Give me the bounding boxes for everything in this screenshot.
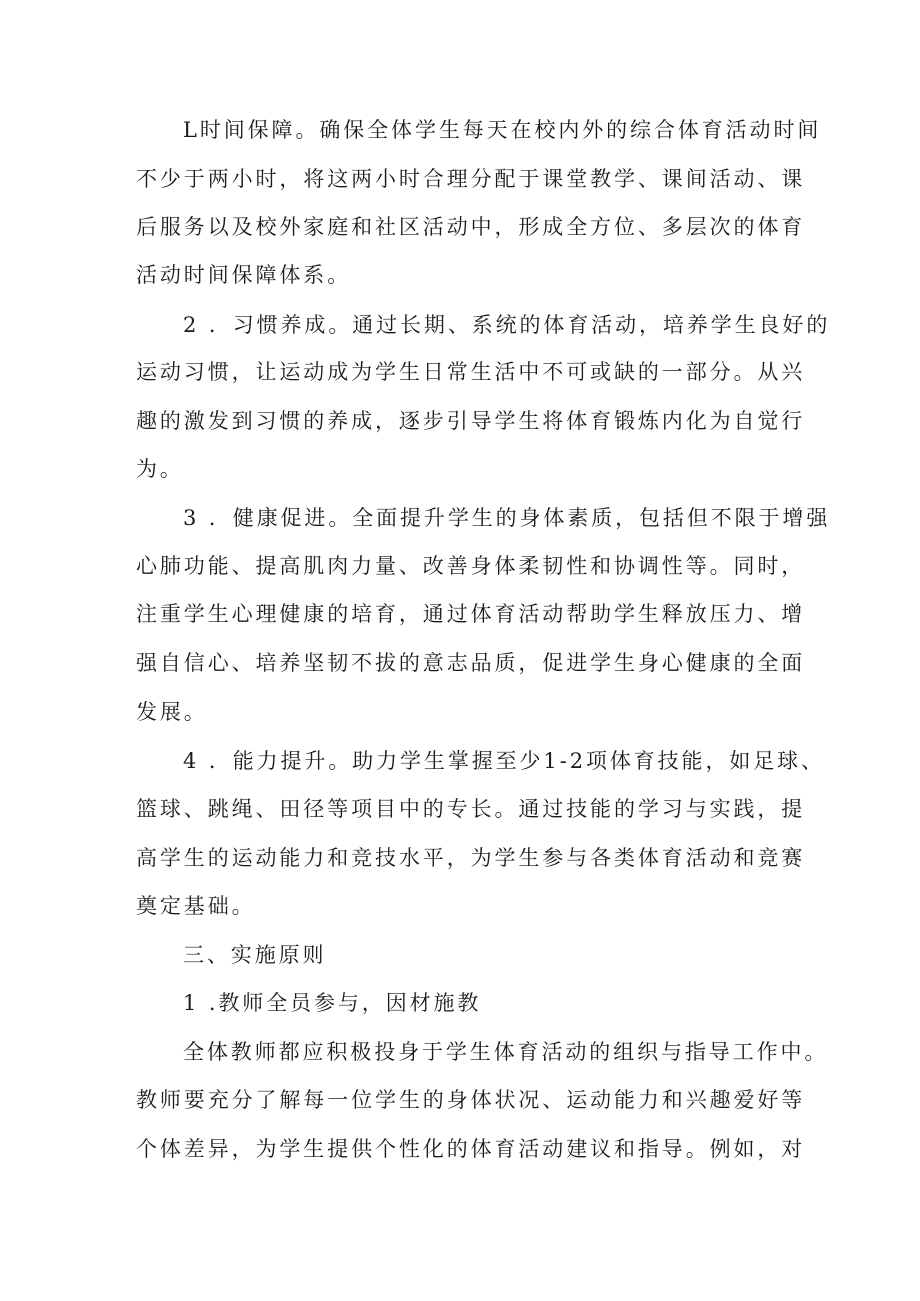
text-line: 篮球、跳绳、田径等项目中的专长。通过技能的学习与实践，提 <box>136 797 806 821</box>
text-line: 心肺功能、提高肌肉力量、改善身体柔韧性和协调性等。同时， <box>136 554 806 578</box>
text-line: 2 ．习惯养成。通过长期、系统的体育活动，培养学生良好的 <box>183 313 831 337</box>
subsection-heading: 1 .教师全员参与，因材施教 <box>183 991 482 1015</box>
text-line: 为。 <box>136 457 184 481</box>
text-line: 全体教师都应积极投身于学生体育活动的组织与指导工作中。 <box>183 1040 829 1064</box>
text-line: 奠定基础。 <box>136 894 256 918</box>
text-line: 注重学生心理健康的培育，通过体育活动帮助学生释放压力、增 <box>136 602 806 626</box>
text-line: 个体差异，为学生提供个性化的体育活动建议和指导。例如，对 <box>136 1137 806 1161</box>
text-line: 不少于两小时，将这两小时合理分配于课堂教学、课间活动、课 <box>136 167 806 191</box>
section-heading: 三、实施原则 <box>183 943 327 967</box>
text-line: 发展。 <box>136 700 208 724</box>
text-line: 强自信心、培养坚韧不拔的意志品质，促进学生身心健康的全面 <box>136 651 806 675</box>
text-line: 后服务以及校外家庭和社区活动中，形成全方位、多层次的体育 <box>136 215 806 239</box>
text-line: L时间保障。确保全体学生每天在校内外的综合体育活动时间 <box>183 118 822 142</box>
text-line: 4 ．能力提升。助力学生掌握至少1-2项体育技能，如足球、 <box>183 749 825 773</box>
text-line: 3 ．健康促进。全面提升学生的身体素质，包括但不限于增强 <box>183 506 831 530</box>
text-line: 高学生的运动能力和竞技水平，为学生参与各类体育活动和竞赛 <box>136 846 806 870</box>
text-line: 运动习惯，让运动成为学生日常生活中不可或缺的一部分。从兴 <box>136 360 806 384</box>
text-line: 趣的激发到习惯的养成，逐步引导学生将体育锻炼内化为自觉行 <box>136 409 806 433</box>
text-line: 活动时间保障体系。 <box>136 263 352 287</box>
text-line: 教师要充分了解每一位学生的身体状况、运动能力和兴趣爱好等 <box>136 1088 806 1112</box>
